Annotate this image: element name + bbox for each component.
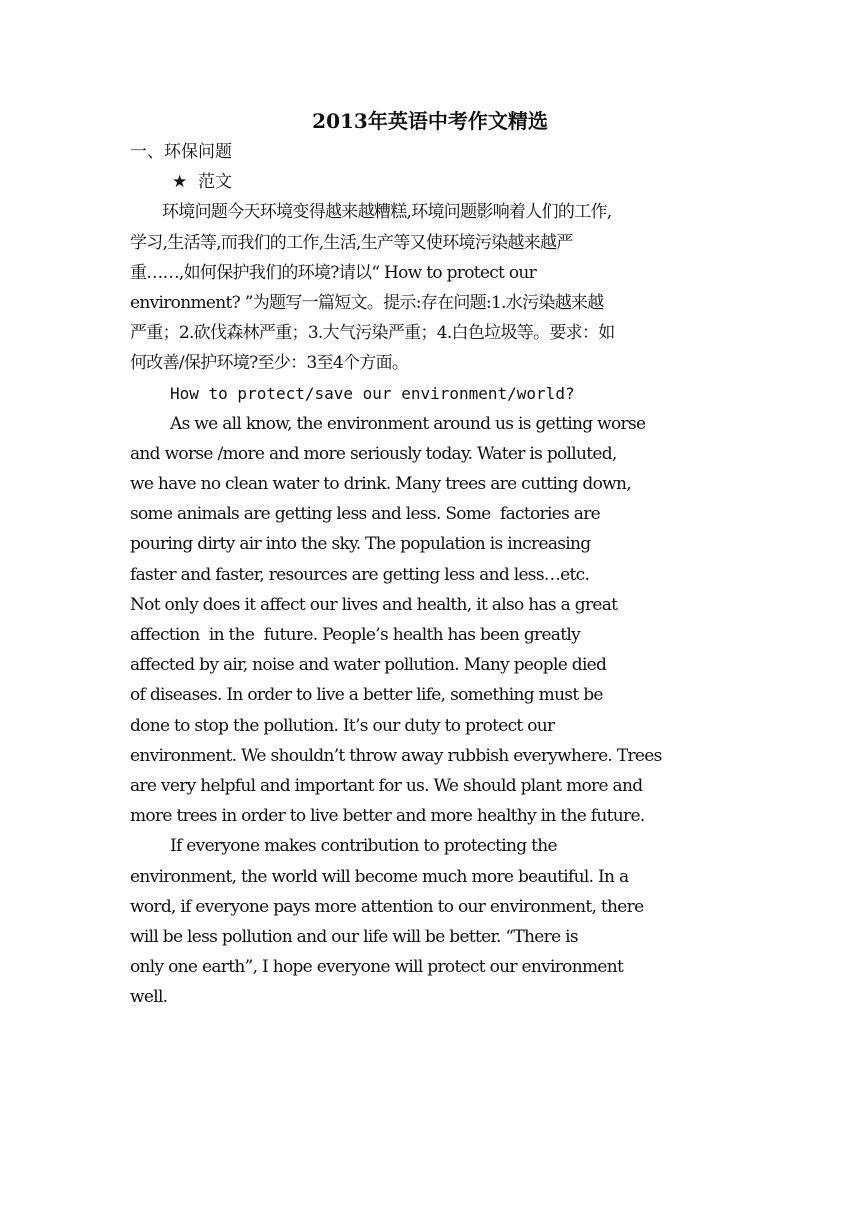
sample-label: 范文 [198, 172, 232, 193]
paragraph-line: will be less pollution and our life will be better. “There is [130, 926, 578, 947]
intro-line: 学习,生活等,而我们的工作,生活,生产等又使环境污染越来越严 [130, 232, 573, 253]
section-heading: 一、环保问题 [130, 142, 232, 162]
paragraph-line: Not only does it affect our lives and health, it also has a great [130, 594, 618, 615]
intro-line: 严重；2.砍伐森林严重；3.大气污染严重；4.白色垃圾等。要求：如 [130, 323, 615, 344]
paragraph-line: environment, the world will become much more beautiful. In a [130, 866, 629, 887]
intro-line: 重……,如何保护我们的环境?请以“ How to protect our [130, 262, 537, 283]
intro-line: 何改善/保护环境?至少：3至4个方面。 [130, 353, 409, 374]
intro-line: environment? ”为题写一篇短文。提示:存在问题:1.水污染越来越 [130, 292, 604, 313]
paragraph-line: environment. We shouldn’t throw away rubbish everywhere. Trees [130, 745, 662, 766]
paragraph-line: are very helpful and important for us. We should plant more and [130, 775, 643, 796]
paragraph-line: and worse /more and more seriously today. Water is polluted, [130, 443, 617, 464]
paragraph-line: only one earth”, I hope everyone will protect our environment [130, 957, 624, 978]
sample-heading [130, 167, 734, 197]
intro-line: 环境问题今天环境变得越来越糟糕,环境问题影响着人们的工作, [162, 202, 612, 223]
paragraph-line: affection in the future. People’s health has been greatly [130, 625, 581, 645]
paragraph-line: we have no clean water to drink. Many trees are cutting down, [130, 474, 631, 495]
paragraph-line: well. [130, 987, 168, 1008]
paragraph-line: If everyone makes contribution to protecting the [170, 836, 557, 857]
paragraph-line: pouring dirty air into the sky. The population is increasing [130, 534, 591, 555]
document-body [130, 137, 734, 1012]
paragraph-line: affected by air, noise and water pollution. Many people died [130, 655, 607, 676]
paragraph-line: of diseases. In order to live a better life, something must be [130, 685, 603, 706]
document-title: 2013年英语中考作文精选 [312, 109, 548, 133]
paragraph-line: faster and faster, resources are getting less and less…etc. [130, 564, 590, 585]
paragraph-line: word, if everyone pays more attention to our environment, there [130, 896, 644, 917]
paragraph-line: As we all know, the environment around us is getting worse [170, 413, 646, 434]
essay-title: How to protect/save our environment/world? [170, 383, 575, 403]
paragraph-line: some animals are getting less and less. Some factories are [130, 504, 601, 525]
star-icon: ★ [172, 172, 188, 193]
paragraph-line: done to stop the pollution. It’s our duty to protect our [130, 715, 555, 736]
paragraph-line: more trees in order to live better and more healthy in the future. [130, 806, 645, 827]
